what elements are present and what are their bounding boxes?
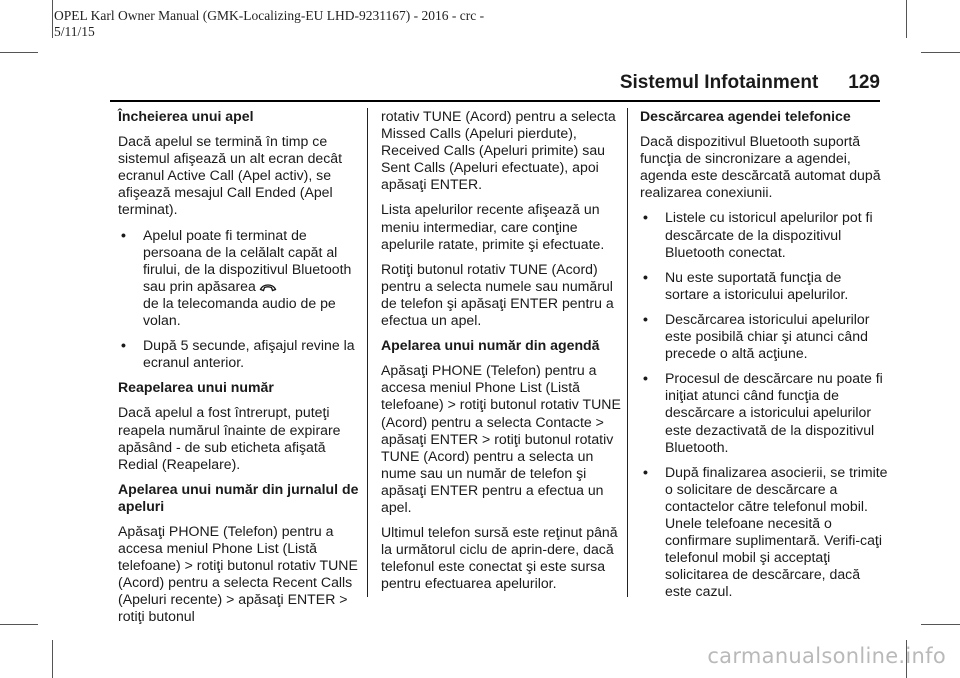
list-item: • Listele cu istoricul apelurilor pot fi descărcate de la dispozitivul Bluetooth conectat. <box>640 209 888 260</box>
heading-redial: Reapelarea unui număr <box>118 379 274 396</box>
section-title: Sistemul Infotainment <box>619 72 819 93</box>
crop-mark <box>52 0 53 38</box>
column-2 <box>381 108 629 600</box>
list-item: • Descărcarea istoricului apelurilor este posibilă chiar şi atunci când precede o altă acţiune. <box>640 311 888 362</box>
column-1 <box>118 108 366 634</box>
watermark: carmanualsonline.info <box>707 644 946 668</box>
paragraph: Ultimul telefon sursă este reţinut până la următorul ciclu de aprin-dere, dacă telefonul este conectat şi este sursa pentru efectuarea apelurilor. <box>381 524 618 592</box>
paragraph: Rotiţi butonul rotativ TUNE (Acord) pentru a selecta numele sau numărul de telefon şi apăsaţi ENTER pentru a efectua un apel. <box>381 260 614 329</box>
heading-end-call: Încheierea unui apel <box>118 108 254 124</box>
list-item: • După finalizarea asocierii, se trimite o solicitare de descărcare a contactelor către telefonul mobil. Unele telefoane necesită o confirmare suplimentară. Verifi-caţi telefonul mobil şi acceptaţi solicitarea de descărcare, dacă este cazul. <box>640 464 888 601</box>
column-3 <box>640 108 888 608</box>
heading-phonebook-call: Apelarea unui număr din agendă <box>381 337 600 354</box>
paragraph: Apăsaţi PHONE (Telefon) pentru a accesa meniul Phone List (Listă telefoane) > rotiţi butonul rotativ TUNE (Acord) pentru a selecta Recent Calls (Apeluri recente) > apăsaţi ENTER > rotiţi butonul <box>118 522 358 625</box>
paragraph: Dacă apelul se termină în timp ce sistemul afişează un alt ecran decât ecranul Active Call (Apel activ), se afişează mesajul Call Ended (Apel terminat). <box>118 133 343 218</box>
paragraph: rotativ TUNE (Acord) pentru a selecta Missed Calls (Apeluri pierdute), Received Calls (Apeluri primite) sau Sent Calls (Apeluri efectuate), apoi apăsaţi ENTER. <box>381 108 616 193</box>
column-divider <box>367 108 368 597</box>
heading-call-log: Apelarea unui număr din jurnalul de apeluri <box>118 480 359 514</box>
print-metadata-line-1: OPEL Karl Owner Manual (GMK-Localizing-EU LHD-9231167) - 2016 - crc - <box>54 8 485 23</box>
crop-mark <box>921 624 960 625</box>
paragraph: Lista apelurilor recente afişează un meniu intermediar, care conţine apelurile ratate, primite şi efectuate. <box>381 201 605 252</box>
list-item <box>118 227 366 330</box>
print-metadata-line-2: 5/11/15 <box>54 24 95 39</box>
bullet-list <box>640 209 888 600</box>
paragraph: Apăsaţi PHONE (Telefon) pentru a accesa meniul Phone List (Listă telefoane) > rotiţi butonul rotativ TUNE (Acord) pentru a selecta Contacte > apăsaţi ENTER > rotiţi butonul rotativ TUNE (Acord) pentru a selecta un nume sau un număr de telefon şi apăsaţi ENTER pentru a efectua un apel. <box>381 362 621 515</box>
page-number: 129 <box>848 72 880 93</box>
header-rule <box>110 100 880 102</box>
heading-phonebook-download: Descărcarea agendei telefonice <box>640 108 851 124</box>
crop-mark <box>52 640 53 678</box>
crop-mark <box>0 624 38 625</box>
end-call-icon <box>259 282 277 292</box>
paragraph: Dacă apelul a fost întrerupt, puteţi reapela numărul înainte de expirare apăsând - de sub eticheta afişată Redial (Reapelare). <box>118 404 341 472</box>
list-item-text: de la telecomanda audio de pe volan. <box>143 294 336 329</box>
crop-mark <box>921 52 960 53</box>
list-item-text: Apelul poate fi terminat de persoana de la celălalt capăt al firului, de la dispozitivul Bluetooth sau prin apăsarea <box>143 226 352 294</box>
list-item: • Nu este suportată funcţia de sortare a istoricului apelurilor. <box>640 269 888 303</box>
list-item: • După 5 secunde, afişajul revine la ecranul anterior. <box>118 337 366 371</box>
crop-mark <box>906 0 907 38</box>
bullet-list <box>118 227 366 372</box>
paragraph: Dacă dispozitivul Bluetooth suportă funcţia de sincronizare a agendei, agenda este descărcată automat după realizarea conexiunii. <box>640 133 881 201</box>
print-metadata <box>54 8 484 40</box>
crop-mark <box>0 52 38 53</box>
page-header <box>620 72 880 94</box>
list-item: • Procesul de descărcare nu poate fi iniţiat atunci când funcţia de descărcare a istoricului apelurilor este dezactivată de la dispozitivul Bluetooth. <box>640 370 888 455</box>
